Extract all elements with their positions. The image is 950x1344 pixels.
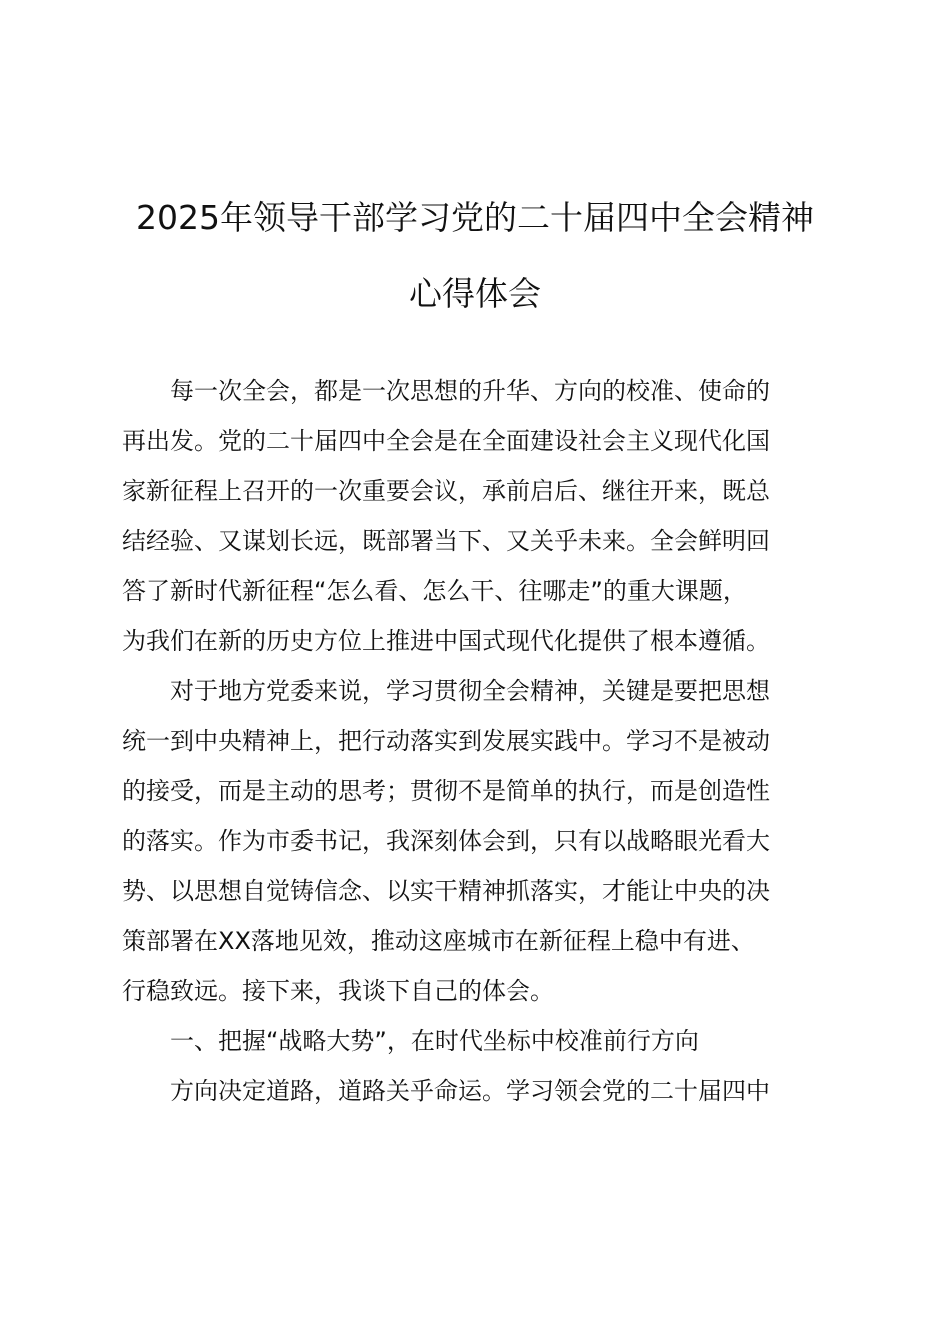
paragraph-3-line-1: 方向决定道路，道路关乎命运。学习领会党的二十届四中: [170, 1077, 770, 1105]
paragraph-2-line-4: 的落实。作为市委书记，我深刻体会到，只有以战略眼光看大: [122, 827, 770, 855]
paragraph-2-line-5: 势、以思想自觉铸信念、以实干精神抓落实，才能让中央的决: [122, 877, 770, 905]
paragraph-1-line-6: 为我们在新的历史方位上推进中国式现代化提供了根本遵循。: [122, 627, 770, 655]
paragraph-1-line-1: 每一次全会，都是一次思想的升华、方向的校准、使命的: [170, 377, 770, 405]
paragraph-2-line-7: 行稳致远。接下来，我谈下自己的体会。: [122, 977, 554, 1005]
paragraph-2-line-3: 的接受，而是主动的思考；贯彻不是简单的执行，而是创造性: [122, 777, 770, 805]
paragraph-2-line-1: 对于地方党委来说，学习贯彻全会精神，关键是要把思想: [170, 677, 770, 705]
document-title-line-1: 2025年领导干部学习党的二十届四中全会精神: [136, 198, 814, 237]
paragraph-1-line-3: 家新征程上召开的一次重要会议，承前启后、继往开来，既总: [122, 477, 770, 505]
section-heading-1: 一、把握“战略大势”，在时代坐标中校准前行方向: [170, 1027, 699, 1055]
paragraph-2-line-6: 策部署在XX落地见效，推动这座城市在新征程上稳中有进、: [122, 927, 755, 955]
paragraph-2-line-2: 统一到中央精神上，把行动落实到发展实践中。学习不是被动: [122, 727, 770, 755]
paragraph-1-line-2: 再出发。党的二十届四中全会是在全面建设社会主义现代化国: [122, 427, 770, 455]
paragraph-1-line-5: 答了新时代新征程“怎么看、怎么干、往哪走”的重大课题，: [122, 577, 747, 605]
paragraph-1-line-4: 结经验、又谋划长远，既部署当下、又关乎未来。全会鲜明回: [122, 527, 770, 555]
document-title-line-2: 心得体会: [409, 274, 541, 313]
